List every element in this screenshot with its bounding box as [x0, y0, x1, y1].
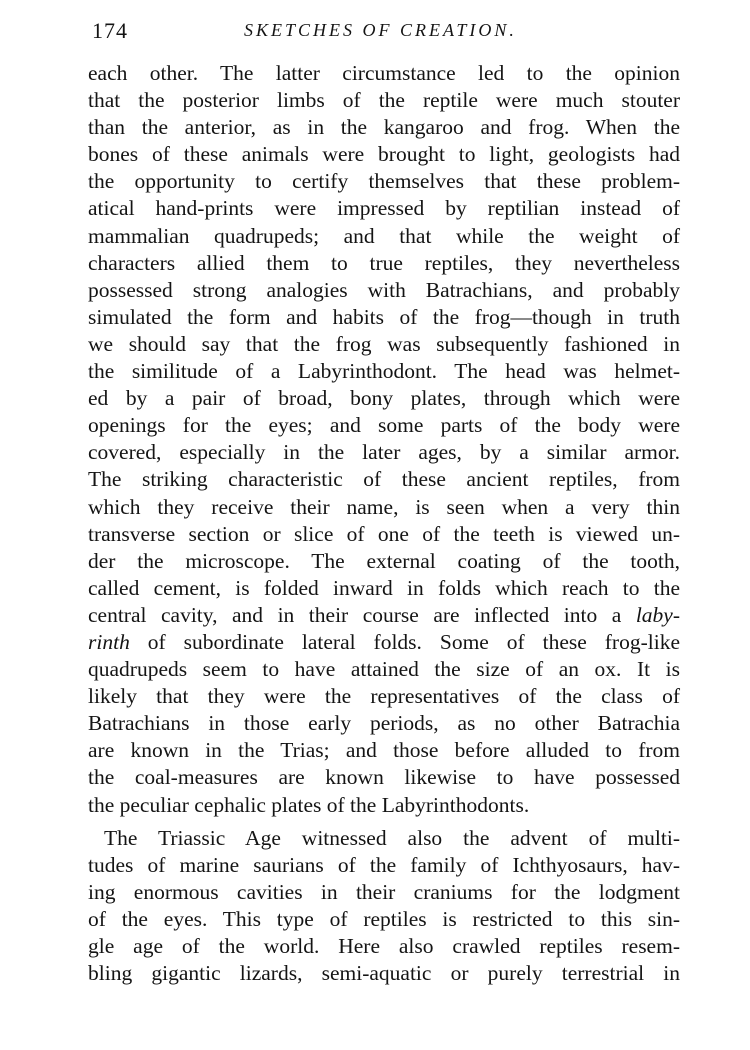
text-line: bling gigantic lizards, semi-aquatic or purely terrestrial in [88, 961, 680, 986]
running-title: SKETCHES OF CREATION. [244, 20, 517, 40]
text-line: than the anterior, as in the kangaroo and frog. When the [88, 115, 680, 140]
paragraph [88, 60, 680, 819]
text-line: The striking characteristic of these ancient reptiles, from [88, 467, 680, 492]
text-line: the peculiar cephalic plates of the Labyrinthodonts. [88, 792, 530, 817]
text-line: are known in the Trias; and those before alluded to from [88, 738, 680, 763]
text-line: Batrachians in those early periods, as no other Batrachia [88, 711, 680, 736]
text-line: characters allied them to true reptiles, they nevertheless [88, 250, 680, 275]
text-line: openings for the eyes; and some parts of the body were [88, 413, 680, 438]
text-line: covered, especially in the later ages, by a similar armor. [88, 440, 680, 465]
italic-text: rinth [88, 629, 130, 654]
text-line: called cement, is folded inward in folds which reach to the [88, 575, 680, 600]
text-line: we should say that the frog was subsequently fashioned in [88, 331, 680, 356]
text-line: rinth of subordinate lateral folds. Some of these frog-like [88, 629, 680, 654]
text-line: possessed strong analogies with Batrachians, and probably [88, 277, 680, 302]
text-line: the coal-measures are known likewise to have possessed [88, 765, 680, 790]
text-line: the opportunity to certify themselves that these problem- [88, 169, 680, 194]
text-line: The Triassic Age witnessed also the advent of multi- [104, 825, 680, 850]
text-line: that the posterior limbs of the reptile were much stouter [88, 88, 680, 113]
text-line: which they receive their name, is seen when a very thin [88, 494, 680, 519]
text-line: likely that they were the representatives of the class of [88, 684, 680, 709]
paragraph [88, 825, 680, 988]
text-line: bones of these animals were brought to light, geologists had [88, 142, 680, 167]
text-line: the similitude of a Labyrinthodont. The head was helmet- [88, 359, 680, 384]
text-line: transverse section or slice of one of the teeth is viewed un- [88, 521, 680, 546]
text-line: central cavity, and in their course are inflected into a laby- [88, 602, 680, 627]
text-line: quadrupeds seem to have attained the size of an ox. It is [88, 657, 680, 682]
text-line: atical hand-prints were impressed by reptilian instead of [88, 196, 680, 221]
text-line: der the microscope. The external coating of the tooth, [88, 548, 680, 573]
text-line: mammalian quadrupeds; and that while the weight of [88, 223, 680, 248]
text-line: each other. The latter circumstance led to the opinion [88, 61, 680, 85]
text-line: simulated the form and habits of the frog—though in truth [88, 304, 680, 329]
page-header [92, 18, 674, 48]
text-line: ing enormous cavities in their craniums for the lodgment [88, 879, 680, 904]
page-number: 174 [92, 18, 128, 43]
text-line: tudes of marine saurians of the family of Ichthyosaurs, hav- [88, 852, 680, 877]
text-line: ed by a pair of broad, bony plates, through which were [88, 386, 680, 411]
text-line: gle age of the world. Here also crawled reptiles resem- [88, 934, 680, 958]
italic-text: laby- [635, 602, 680, 627]
text-line: of the eyes. This type of reptiles is restricted to this sin- [88, 906, 680, 931]
body-text [88, 60, 680, 987]
